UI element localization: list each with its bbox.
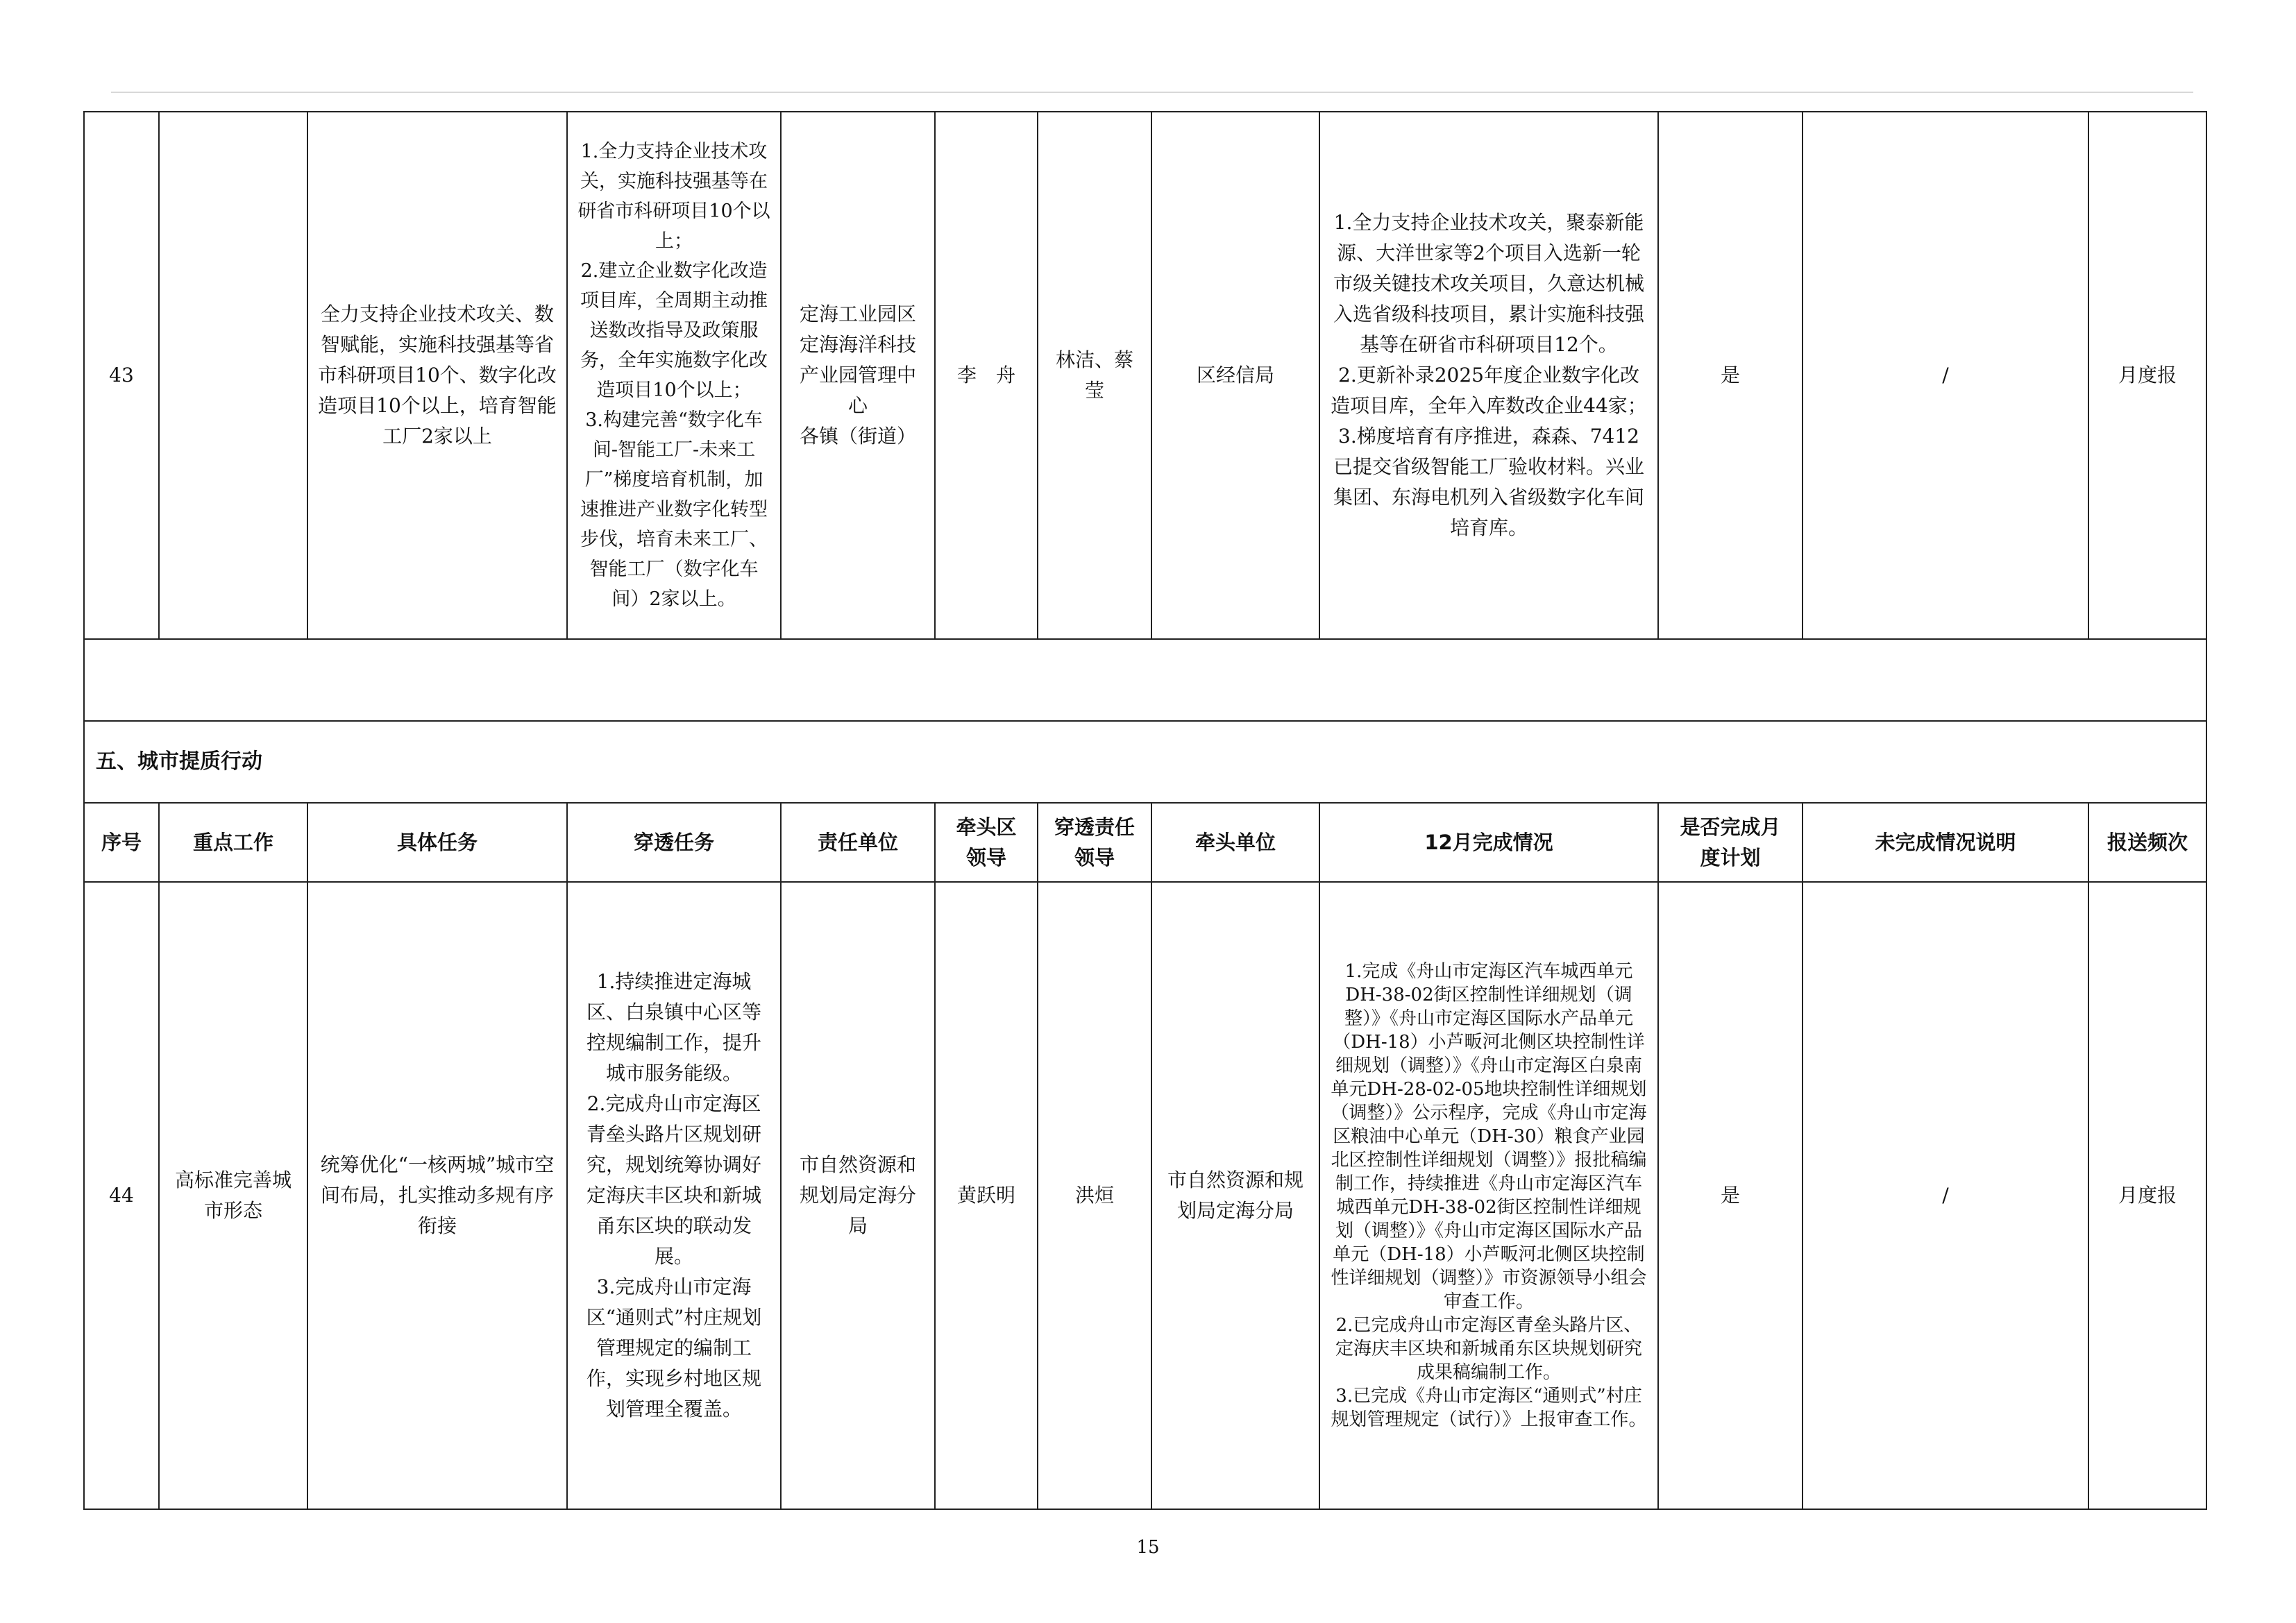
header-no: 序号 — [84, 803, 159, 882]
section-title: 五、城市提质行动 — [84, 721, 2206, 803]
task-table — [83, 111, 2207, 1510]
lead-leader-cell: 李 舟 — [935, 112, 1038, 639]
lead-unit-cell: 市自然资源和规划局定海分局 — [1151, 882, 1319, 1509]
completion-cell: 1.完成《舟山市定海区汽车城西单元DH-38-02街区控制性详细规划（调整）》《舟山市定海区国际水产品单元（DH-18）小芦畈河北侧区块控制性详细规划（调整）》《舟山市定海区白泉南单元DH-28-02-05地块控制性详细规划（调整）》公示程序，完成《舟山市定海区粮油中心单元（DH-30）粮食产业园北区控制性详细规划（调整）》报批稿编制工作，持续推进《舟山市定海区汽车城西单元DH-38-02街区控制性详细规划（调整）》《舟山市定海区国际水产品单元（DH-18）小芦畈河北侧区块控制性详细规划（调整）》市资源领导小组会审查工作。 2.已完成舟山市定海区青垒头路片区、定海庆丰区块和新城甬东区块规划研究成果稿编制工作。 3.已完成《舟山市定海区“通则式”村庄规划管理规定（试行）》上报审查工作。 — [1319, 882, 1658, 1509]
key-work-cell: 高标准完善城市形态 — [159, 882, 307, 1509]
header-responsible-unit: 责任单位 — [781, 803, 935, 882]
header-incomplete-note: 未完成情况说明 — [1803, 803, 2088, 882]
lead-leader-cell: 黄跃明 — [935, 882, 1038, 1509]
specific-task-cell: 全力支持企业技术攻关、数智赋能，实施科技强基等省市科研项目10个、数字化改造项目10个以上，培育智能工厂2家以上 — [307, 112, 567, 639]
header-rule — [111, 92, 2193, 93]
spacer-row — [84, 639, 2206, 721]
lead-unit-cell: 区经信局 — [1151, 112, 1319, 639]
table-row — [84, 112, 2206, 639]
penetration-leader-cell: 林洁、蔡莹 — [1038, 112, 1151, 639]
incomplete-note-cell: / — [1803, 112, 2088, 639]
penetration-leader-cell: 洪烜 — [1038, 882, 1151, 1509]
page-number: 15 — [1136, 1537, 1160, 1558]
section-row — [84, 721, 2206, 803]
frequency-cell: 月度报 — [2088, 112, 2206, 639]
responsible-unit-cell: 市自然资源和规划局定海分局 — [781, 882, 935, 1509]
header-penetration-task: 穿透任务 — [567, 803, 781, 882]
incomplete-note-cell: / — [1803, 882, 2088, 1509]
header-lead-leader: 牵头区 领导 — [935, 803, 1038, 882]
specific-task-cell: 统筹优化“一核两城”城市空间布局，扎实推动多规有序衔接 — [307, 882, 567, 1509]
header-row — [84, 803, 2206, 882]
header-completed: 是否完成月 度计划 — [1658, 803, 1803, 882]
row-number: 43 — [84, 112, 159, 639]
header-penetration-leader: 穿透责任 领导 — [1038, 803, 1151, 882]
penetration-task-cell: 1.持续推进定海城区、白泉镇中心区等控规编制工作，提升城市服务能级。 2.完成舟山市定海区青垒头路片区规划研究，规划统筹协调好定海庆丰区块和新城甬东区块的联动发展。 3.完成舟山市定海区“通则式”村庄规划管理规定的编制工作，实现乡村地区规划管理全覆盖。 — [567, 882, 781, 1509]
completed-cell: 是 — [1658, 112, 1803, 639]
header-frequency: 报送频次 — [2088, 803, 2206, 882]
frequency-cell: 月度报 — [2088, 882, 2206, 1509]
header-lead-unit: 牵头单位 — [1151, 803, 1319, 882]
row-number: 44 — [84, 882, 159, 1509]
header-specific-task: 具体任务 — [307, 803, 567, 882]
table-row — [84, 882, 2206, 1509]
header-key-work: 重点工作 — [159, 803, 307, 882]
responsible-unit-cell: 定海工业园区 定海海洋科技产业园管理中心 各镇（街道） — [781, 112, 935, 639]
completion-cell: 1.全力支持企业技术攻关，聚泰新能源、大洋世家等2个项目入选新一轮市级关键技术攻关项目，久意达机械入选省级科技项目，累计实施科技强基等在研省市科研项目12个。 2.更新补录2025年度企业数字化改造项目库，全年入库数改企业44家； 3.梯度培育有序推进，森森、7412已提交省级智能工厂验收材料。兴业集团、东海电机列入省级数字化车间培育库。 — [1319, 112, 1658, 639]
header-completion: 12月完成情况 — [1319, 803, 1658, 882]
completed-cell: 是 — [1658, 882, 1803, 1509]
penetration-task-cell: 1.全力支持企业技术攻关，实施科技强基等在研省市科研项目10个以上； 2.建立企业数字化改造项目库，全周期主动推送数改指导及政策服务，全年实施数字化改造项目10个以上； 3.构建完善“数字化车间-智能工厂-未来工厂”梯度培育机制，加速推进产业数字化转型步伐，培育未来工厂、智能工厂（数字化车间）2家以上。 — [567, 112, 781, 639]
key-work-cell — [159, 112, 307, 639]
